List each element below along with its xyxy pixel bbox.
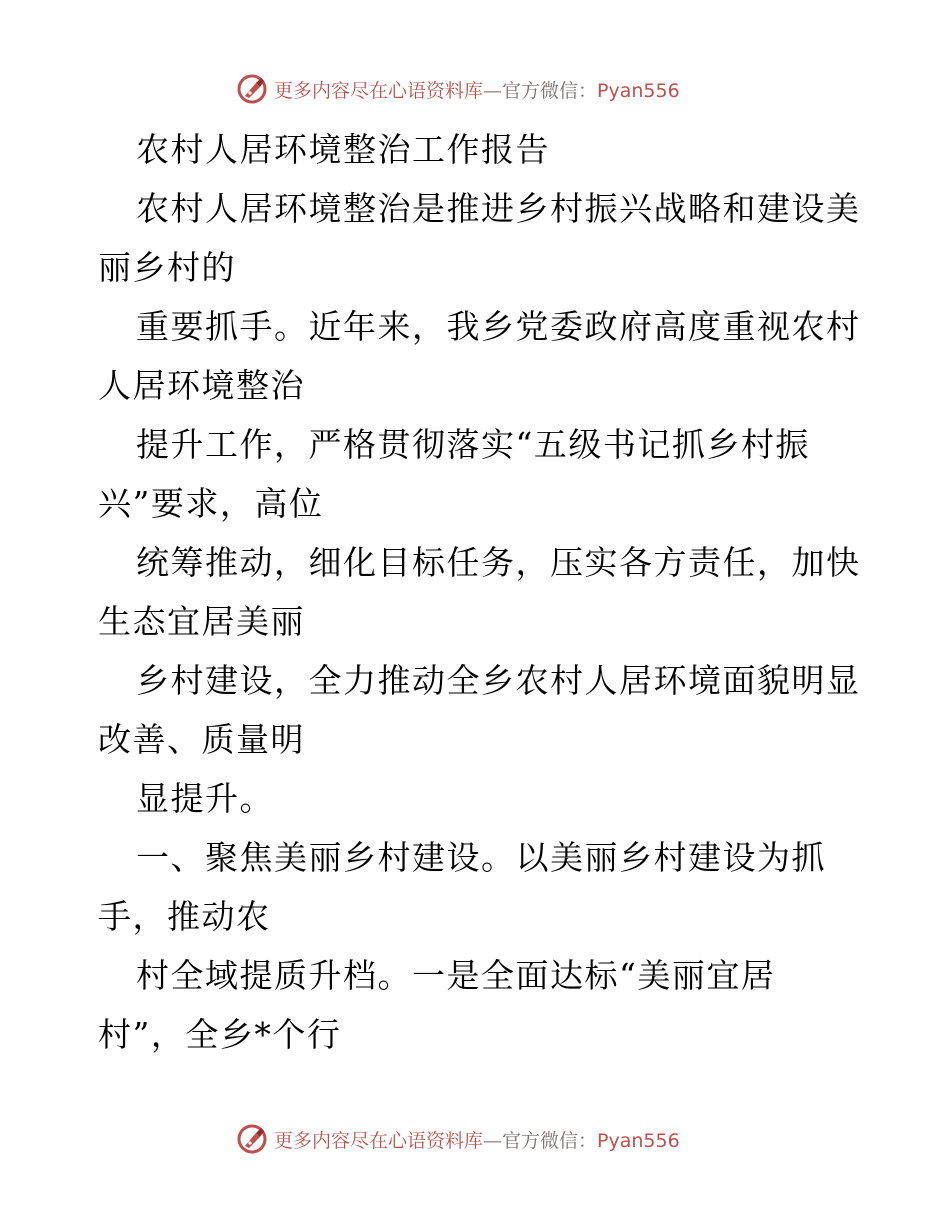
pen-nib-logo-icon: [236, 73, 268, 105]
doc-line: 村全域提质升档。一是全面达标“美丽宜居: [136, 956, 776, 995]
watermark-dash: —: [483, 79, 503, 102]
watermark-text: [274, 1126, 680, 1153]
doc-line: 一、聚焦美丽乡村建设。以美丽乡村建设为抓: [136, 838, 826, 877]
pen-nib-logo-icon: [236, 1123, 268, 1155]
footer-watermark: [236, 1122, 680, 1156]
doc-line: 重要抓手。近年来，我乡党委政府高度重视农村: [136, 307, 861, 346]
watermark-wechat-id: Pyan556: [597, 1129, 680, 1152]
watermark-wechat-id: Pyan556: [597, 79, 680, 102]
watermark-site: 更多内容尽在心语资料库: [274, 79, 484, 102]
doc-line: 乡村建设，全力推动全乡农村人居环境面貌明显: [136, 661, 861, 700]
doc-line: 提升工作，严格贯彻落实“五级书记抓乡村振: [136, 425, 810, 464]
doc-line: 改善、质量明: [98, 720, 305, 759]
doc-line: 丽乡村的: [98, 248, 236, 287]
watermark-dash: —: [483, 1129, 503, 1152]
doc-title: 农村人居环境整治工作报告: [136, 130, 550, 169]
watermark-text: [274, 76, 680, 103]
watermark-label: 官方微信：: [502, 1129, 598, 1152]
doc-line: 兴”要求，高位: [98, 484, 324, 523]
doc-line: 统筹推动，细化目标任务，压实各方责任，加快: [136, 543, 861, 582]
watermark-site: 更多内容尽在心语资料库: [274, 1129, 484, 1152]
doc-line: 人居环境整治: [98, 366, 305, 405]
document-body: [98, 120, 861, 1064]
doc-line: 手，推动农: [98, 897, 271, 936]
header-watermark: [236, 72, 680, 106]
doc-line: 生态宜居美丽: [98, 602, 305, 641]
watermark-label: 官方微信：: [502, 79, 598, 102]
doc-line: 显提升。: [136, 779, 274, 818]
doc-line: 农村人居环境整治是推进乡村振兴战略和建设美: [136, 189, 861, 228]
doc-line: 村”，全乡*个行: [98, 1015, 342, 1054]
